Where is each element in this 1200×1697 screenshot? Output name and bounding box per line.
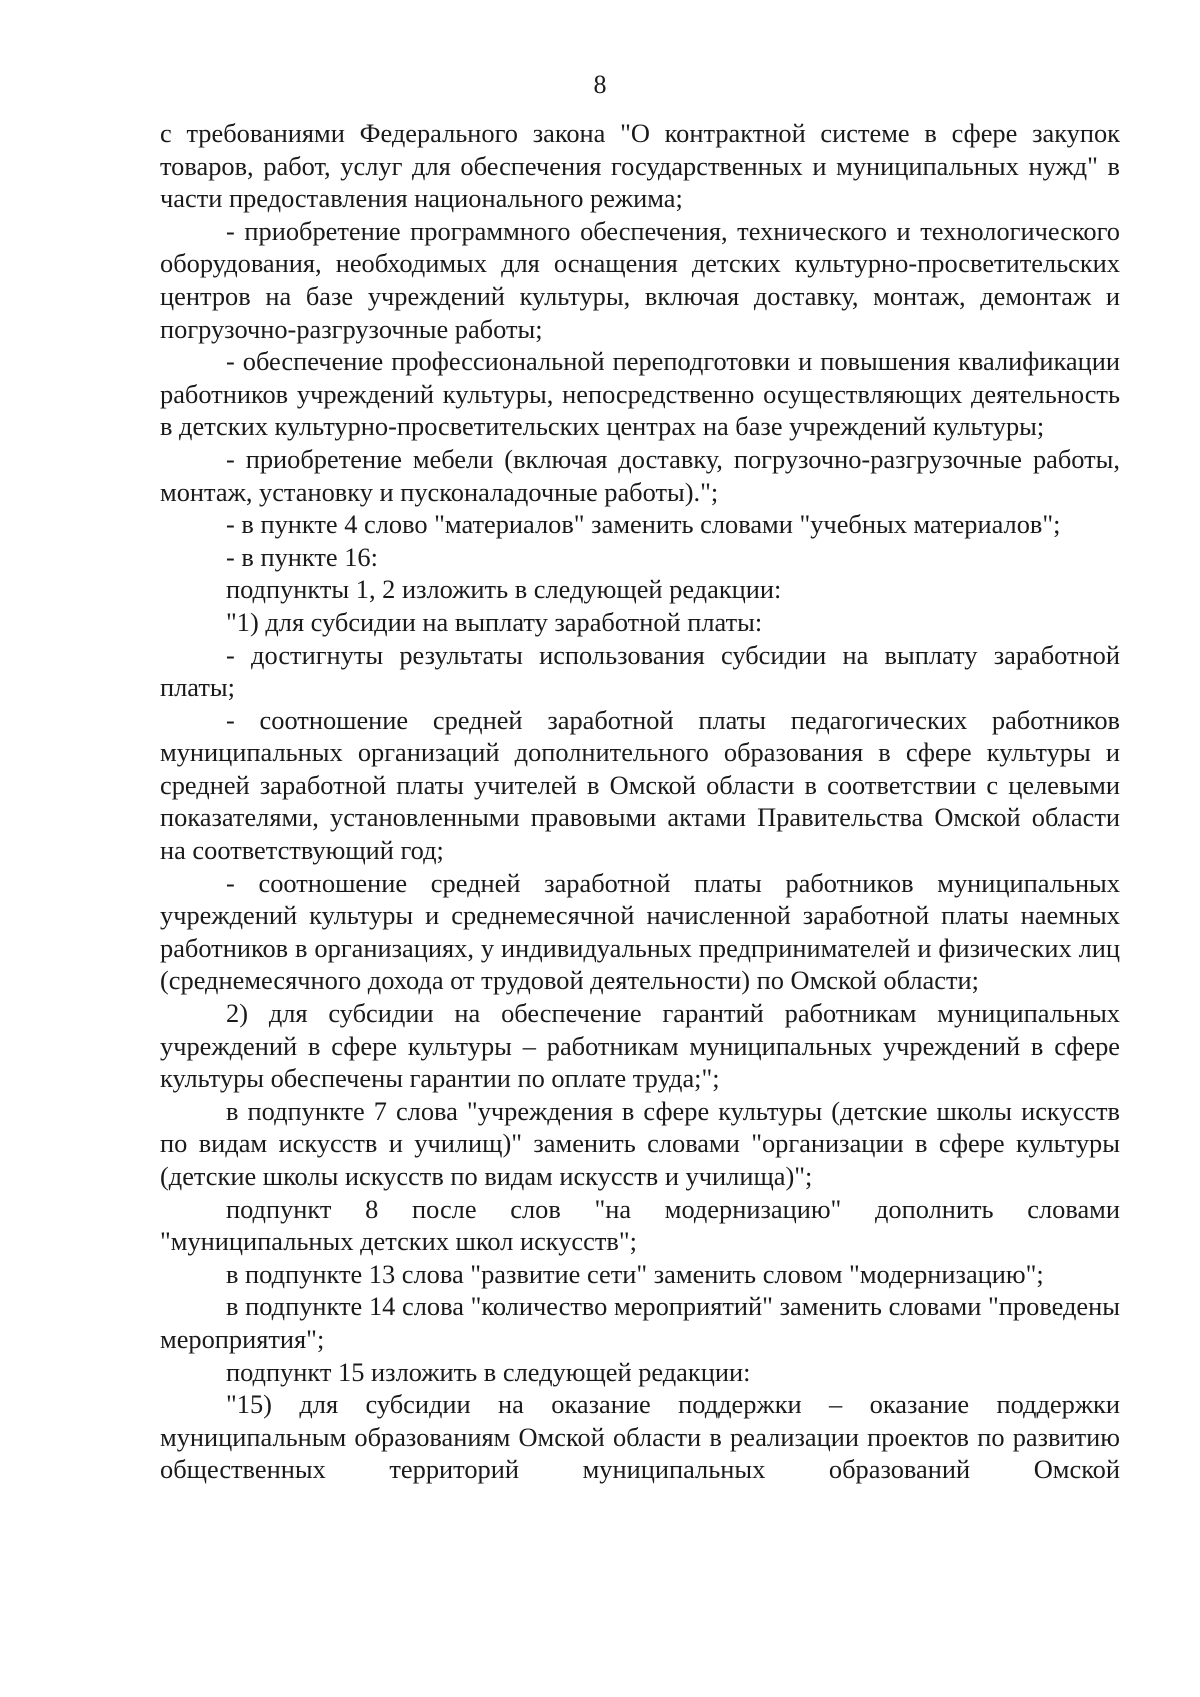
paragraph: подпункты 1, 2 изложить в следующей редакции: — [226, 574, 782, 605]
document-body — [160, 117, 1120, 1486]
paragraph: в подпункте 13 слова "развитие сети" заменить словом "модернизацию"; — [226, 1258, 1044, 1289]
paragraph: - обеспечение профессиональной переподготовки и повышения квалификации работников учреждений культуры, непосредственно осуществляющих деятельность в детских культурно-просветительских центрах на базе учреждений культуры; — [160, 346, 1120, 442]
paragraph: - соотношение средней заработной платы работников муниципальных учреждений культуры и среднемесячной начисленной заработной платы наемных работников в организациях, у индивидуальных предпринимателей и физических лиц (среднемесячного дохода от трудовой деятельности) по Омской области; — [160, 867, 1120, 996]
paragraph: в подпункте 7 слова "учреждения в сфере культуры (детские школы искусств по видам искусств и училищ)" заменить словами "организации в сфере культуры (детские школы искусств по видам искусств и училища)"; — [160, 1095, 1120, 1191]
paragraph: - в пункте 16: — [226, 541, 378, 572]
paragraph: "15) для субсидии на оказание поддержки – оказание поддержки муниципальным образованиям Омской области в реализации проектов по развитию общественных территорий муниципальных образований Омской — [160, 1389, 1120, 1485]
paragraph: - приобретение программного обеспечения, технического и технологического оборудования, необходимых для оснащения детских культурно-просветительских центров на базе учреждений культуры, включая доставку, монтаж, демонтаж и погрузочно-разгрузочные работы; — [160, 215, 1120, 344]
paragraph: "1) для субсидии на выплату заработной платы: — [226, 606, 763, 637]
paragraph: подпункт 8 после слов "на модернизацию" дополнить словами "муниципальных детских школ искусств"; — [160, 1193, 1120, 1257]
paragraph: с требованиями Федерального закона "О контрактной системе в сфере закупок товаров, работ, услуг для обеспечения государственных и муниципальных нужд" в части предоставления национального режима; — [160, 118, 1120, 214]
paragraph: - достигнуты результаты использования субсидии на выплату заработной платы; — [160, 639, 1120, 703]
paragraph: - приобретение мебели (включая доставку, погрузочно-разгрузочные работы, монтаж, установку и пусконаладочные работы)."; — [160, 443, 1120, 507]
paragraph: - в пункте 4 слово "материалов" заменить словами "учебных материалов"; — [226, 509, 1061, 540]
page-number: 8 — [593, 70, 607, 99]
paragraph: - соотношение средней заработной платы педагогических работников муниципальных организаций дополнительного образования в сфере культуры и средней заработной платы учителей в Омской области в соответствии с целевыми показателями, установленными правовыми актами Правительства Омской области на соответствующий год; — [160, 704, 1120, 866]
paragraph: в подпункте 14 слова "количество мероприятий" заменить словами "проведены мероприятия"; — [160, 1291, 1120, 1354]
paragraph: 2) для субсидии на обеспечение гарантий работникам муниципальных учреждений в сфере культуры – работникам муниципальных учреждений в сфере культуры обеспечены гарантии по оплате труда;"; — [160, 998, 1120, 1094]
paragraph: подпункт 15 изложить в следующей редакции: — [226, 1356, 751, 1387]
